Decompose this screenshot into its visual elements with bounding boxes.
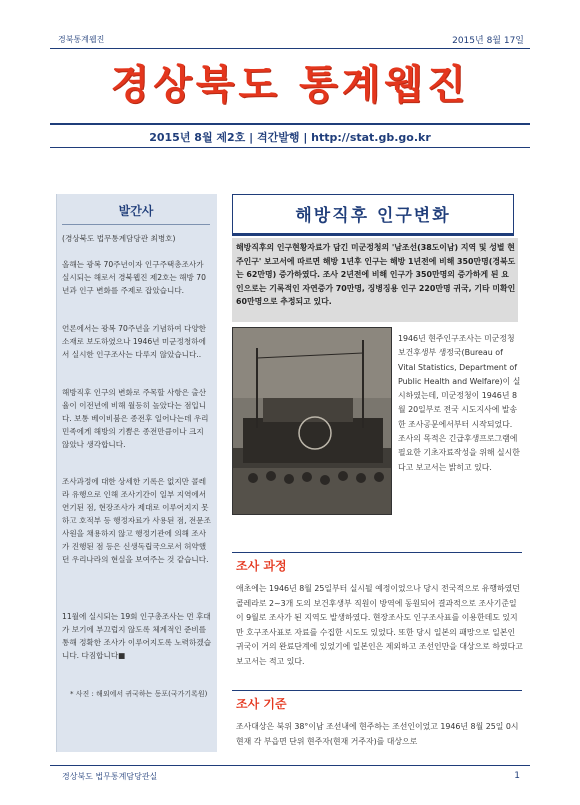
sidebar-title-rule — [62, 224, 210, 225]
section-body-process: 애초에는 1946년 8월 25일부터 실시될 예정이었으나 당시 전국적으로 유행하였던 콜레라로 2~3개 도의 보건후생부 직원이 방역에 동원되어 결과적으로 조사기준일이 9월로 조사가 된 지역도 발생하였다. 현장조사도 인구조사표를 이용한데도 있지만 호구조사표로 자료를 수집한 시도도 있었다. 또한 당시 일본의 패망으로 일본인 귀국이 거의 완료단계에 있었기에 일본인은 제외하고 조선인만을 대상으로 하였다고 보고서는 적고 있다. — [236, 584, 523, 666]
sidebar-paragraph-3: 해방직후 인구의 변화로 주목할 사항은 출산율이 이전년에 비해 월등히 높았다는 점입니다. 보통 베이비붐은 종전후 일어나는데 우리 민족에게 해방의 기쁨은 종전만큼이나 크지 않았나 생각합니다. — [62, 388, 209, 449]
header-rule — [50, 48, 530, 49]
sidebar-paragraph-1: 올해는 광복 70주년이자 인구주택총조사가 실시되는 해로서 경북웹진 제2호는 해방 70년과 인구 변화를 주제로 잡았습니다. — [62, 260, 206, 295]
masthead-title: 경상북도 통계웹진 — [110, 62, 470, 108]
survey-intro-text: 1946년 현주인구조사는 미군정청 보건후생부 생정국(Bureau of Vital Statistics, Department of Public Health and Welfare)이 실시하였는데, 미군정청이 1946년 8월 20일부로 전국 시도지사에 발송한 조사공문에서부터 시작되었다. 조사의 목적은 긴급후생프로그램에 필요한 기초자료작성을 위해 실시한다고 보고서는 밝히고 있다. — [398, 334, 521, 472]
sidebar-paragraph-5: 11월에 실시되는 19회 인구총조사는 먼 후대가 보기에 부끄럽지 않도록 체계적인 준비를 통해 정확한 조사가 이루어지도록 노력하겠습니다. 다짐합니다■ — [62, 612, 212, 660]
issue-line: 2015년 8월 제2호 | 격간발행 | http://stat.gb.go.kr — [149, 131, 431, 144]
section-body-criteria: 조사대상은 북위 38°이남 조선내에 현주하는 조선인이었고 1946년 8월 25일 0시 현재 각 부읍면 단위 현주자(현재 거주자)를 대상으로 — [236, 722, 519, 746]
page-number: 1 — [514, 771, 520, 781]
sidebar-author: (경상북도 법무통계담당관 최병호) — [62, 234, 176, 243]
footer-rule — [50, 765, 530, 766]
sidebar-paragraph-2: 언론에서는 광복 70주년을 기념하여 다양한 소재로 보도하였으나 1946년 미군정청하에서 실시한 인구조사는 다루지 않았습니다.. — [62, 324, 207, 359]
lead-summary: 해방직후의 인구현황자료가 담긴 미군정청의 '남조선(38도이남) 지역 및 성별 현주인구' 보고서에 따르면 해방 1년후 인구는 해방 1년전에 비해 350만명(경북도는 62만명) 증가하였다. 조사 2년전에 비해 인구가 350만명의 증가하게 된 요인으로는 기록적인 자연증가 70만명, 징병징용 인구 220만명 귀국, 기타 미확인 60만명으로 추정되고 있다. — [236, 243, 516, 306]
article-title: 해방직후 인구변화 — [295, 206, 451, 226]
section-rule-process — [232, 552, 522, 553]
ship-photo — [232, 327, 392, 515]
photo-caption: * 사진 : 해외에서 귀국하는 동포(국가기록원) — [70, 690, 208, 698]
section-title-process: 조사 과정 — [236, 559, 287, 573]
issue-date: 2015년 8월 17일 — [452, 36, 524, 46]
footer-office: 경상북도 법무통계담당관실 — [62, 772, 158, 781]
sidebar-paragraph-4: 조사과정에 대한 상세한 기록은 없지만 콜레라 유행으로 인해 조사기간이 일부 지역에서 연기된 점, 현장조사가 제대로 이루어지지 못하고 호적부 등 행정자료가 사용된 점, 전문조사원을 채용하지 않고 행정기관에 의해 조사가 진행된 점 등은 신생독립국으로서 허약했던 우리나라의 현실을 보여주는 것 같습니다. — [62, 477, 211, 564]
masthead-rule-bottom — [50, 147, 530, 148]
sidebar-title: 발간사 — [118, 204, 154, 218]
masthead-rule-top — [50, 123, 530, 125]
section-rule-criteria — [232, 690, 522, 691]
section-title-criteria: 조사 기준 — [236, 697, 287, 711]
webzine-label: 경북통계웹진 — [58, 35, 105, 44]
